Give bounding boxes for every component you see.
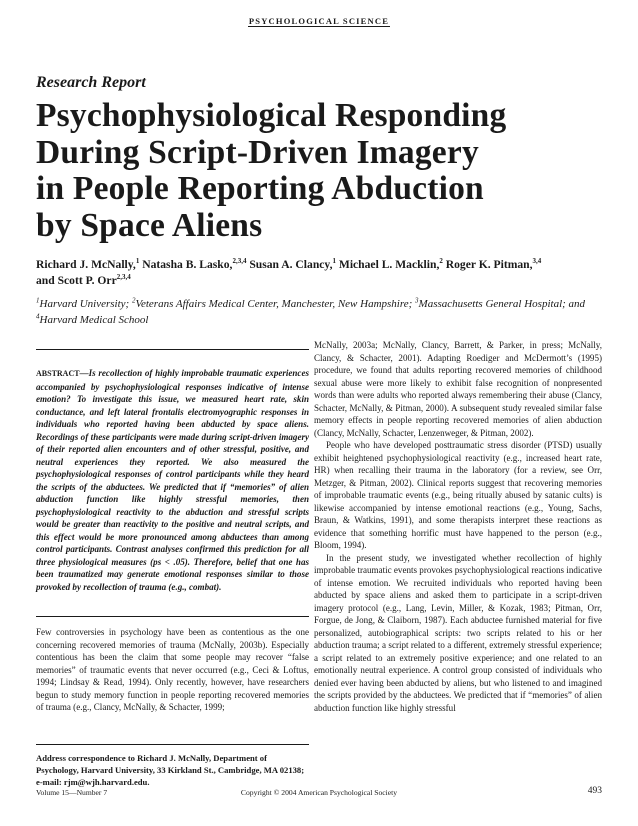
author-name: Susan A. Clancy, bbox=[249, 258, 333, 271]
abstract-label: ABSTRACT bbox=[36, 369, 80, 378]
author-list bbox=[36, 257, 602, 289]
paragraph: People who have developed posttraumatic stress disorder (PTSD) usually exhibit heightened psychophysiological reactivity (e.g., increased heart rate, HR) when recalling their trauma in the laboratory (for a review, see Orr, Metzger, & Pitman, 2002). Clinical reports suggest that recovering memories of improbable traumatic events (e.g., being ritually abused by satanic cults) is likewise accompanied by intense emotional reactions (e.g., Young, Sachs, Braun, & Watkins, 1991), and some therapists interpret these reactions as evidence that something horrific must have happened to the person (e.g., Bloom, 1994). bbox=[314, 440, 602, 550]
affiliation-mark: 3 bbox=[415, 296, 419, 305]
author-affiliation-mark: 1 bbox=[332, 257, 336, 266]
affiliation-mark: 4 bbox=[36, 312, 40, 321]
affiliations bbox=[36, 296, 602, 328]
author-name: Roger K. Pitman, bbox=[445, 258, 533, 271]
author-affiliation-mark: 2 bbox=[439, 257, 443, 266]
title-line: by Space Aliens bbox=[36, 206, 263, 244]
affiliation-mark: 2 bbox=[131, 296, 136, 305]
intro-text-left: Few controversies in psychology have been as contentious as the one concerning recovered memories of trauma (McNally, 2003b). Especially contentious has been the claim that some people may recover “false memories” of traumatic events that never occurred (e.g., Ceci & Loftus, 1994; Lindsay & Read, 1994). Only recently, however, have researchers begun to study memory function in people reporting recovered memories of trauma (e.g., Clancy, McNally, & Schacter, 1999; bbox=[36, 627, 309, 712]
abstract bbox=[36, 367, 309, 593]
author-affiliation-mark: 3,4 bbox=[532, 257, 542, 266]
correspondence-note: Address correspondence to Richard J. McNally, Department of Psychology, Harvard University, 33 Kirkland St., Cambridge, MA 02138; e-mail: rjm@wjh.harvard.edu. bbox=[36, 753, 305, 787]
journal-header bbox=[0, 16, 638, 26]
paragraph: In the present study, we investigated whether recollection of highly improbable traumatic events provokes psychophysiological reactions indicative of intense emotion. We recruited individuals who reported having been abducted by space aliens and asked them to participate in a script-driven imagery protocol (e.g., Lang, Levin, Miller, & Kozak, 1983; Pitman, Orr, Forgue, de Jong, & Claiborn, 1987). Each abductee furnished material for five personalized, autobiographical scripts: two scripts related to his or her abduction trauma; a script related to a different, extremely stressful experience; a script related to an extremely positive experience; and one related to an emotionally neutral experience. A control group consisted of individuals who denied ever having been abducted by aliens, but who listened to and imagined the scripts provided by the abductees. We predicted that if “memories” of alien abduction function like highly stressful bbox=[314, 552, 602, 713]
abstract-rule-top bbox=[36, 349, 309, 350]
title-line: Psychophysiological Responding bbox=[36, 97, 507, 134]
affiliation-text: Veterans Affairs Medical Center, Manchester, New Hampshire; bbox=[135, 298, 416, 310]
correspondence-rule bbox=[36, 744, 309, 745]
affiliation-text: Harvard Medical School bbox=[39, 314, 149, 326]
author-affiliation-mark: 2,3,4 bbox=[116, 273, 131, 282]
footer-copyright: Copyright © 2004 American Psychological Society bbox=[240, 788, 398, 797]
journal-name: PSYCHOLOGICAL SCIENCE bbox=[248, 16, 390, 26]
page-number: 493 bbox=[587, 786, 602, 796]
author-affiliation-mark: 2,3,4 bbox=[232, 257, 247, 266]
paragraph: McNally, 2003a; McNally, Clancy, Barrett, & Parker, in press; McNally, Clancy, & Schacter, 2001). Adapting Roediger and McDermott’s (1995) procedure, we found that adults reporting recovered memories of childhood sexual abuse were more likely to exhibit false recognition of nonpresented words than were adults who reported always remembering their abuse (Clancy, Schacter, McNally, & Pitman, 2000). A subsequent study revealed similar false memory effects in people reporting recovered memories of alien abduction (Clancy, McNally, Schacter, Lenzenweger, & Pitman, 2002). bbox=[314, 340, 602, 438]
article-title bbox=[36, 98, 616, 244]
author-name: Natasha B. Lasko, bbox=[142, 258, 233, 271]
author-name: and Scott P. Orr bbox=[36, 274, 117, 287]
author-name: Michael L. Macklin, bbox=[338, 258, 440, 271]
section-label: Research Report bbox=[36, 74, 146, 91]
title-line: in People Reporting Abduction bbox=[36, 170, 484, 207]
abstract-rule-bottom bbox=[36, 616, 309, 617]
author-name: Richard J. McNally, bbox=[36, 258, 136, 271]
body-text-right bbox=[314, 339, 602, 714]
affiliation-text: Massachusetts General Hospital; and bbox=[418, 298, 586, 310]
affiliation-mark: 1 bbox=[36, 296, 40, 305]
title-line: During Script-Driven Imagery bbox=[36, 133, 479, 171]
footer-volume: Volume 15—Number 7 bbox=[36, 788, 108, 797]
affiliation-text: Harvard University; bbox=[39, 298, 132, 310]
author-affiliation-mark: 1 bbox=[135, 257, 140, 266]
abstract-text: —Is recollection of highly improbable traumatic experiences accompanied by psychophysiological responses indicative of intense emotion? To investigate this issue, we measured heart rate, skin conductance, and left lateral frontalis electromyographic responses in individuals who reported having been abducted by space aliens. Recordings of these participants were made during script-driven imagery of their reported alien encounters and of other stressful, positive, and neutral experiences they reported. We also measured the psychophysiological responses of control participants while they heard the scripts of the abductees. We predicted that if “memories” of alien abduction function like highly stressful memories, then psychophysiological reactivity to the abduction and stressful scripts would be greater than reactivity to the positive and neutral scripts, and this effect would be more pronounced among abductees than among control participants. Contrast analyses confirmed this prediction for all three physiological measures (ps < .05). Therefore, belief that one has been traumatized may generate emotional responses similar to those provoked by recollection of trauma (e.g., combat). bbox=[36, 368, 309, 592]
